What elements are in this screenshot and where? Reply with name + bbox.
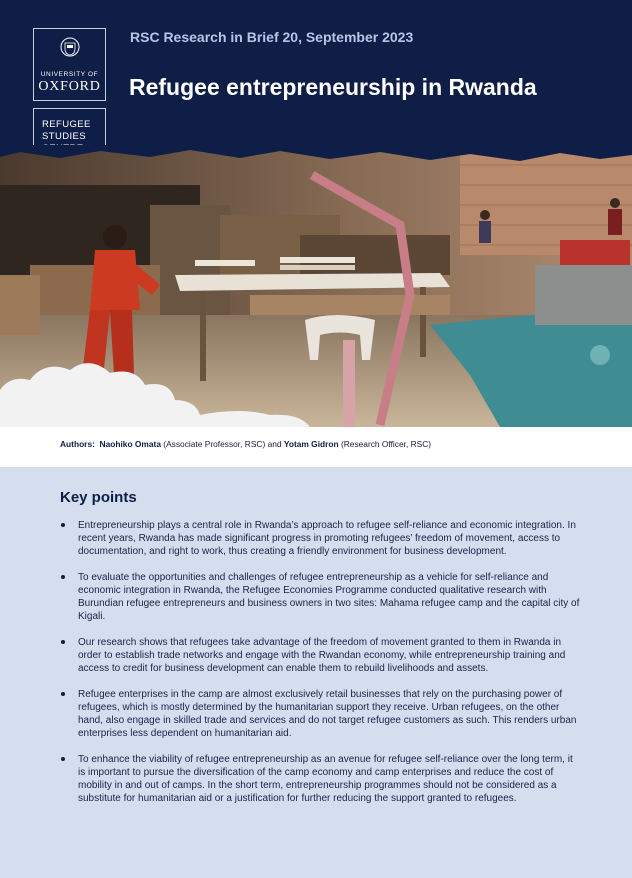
key-point-item bbox=[60, 636, 580, 675]
authors-label: Authors: bbox=[60, 439, 95, 449]
bullet-icon bbox=[61, 575, 65, 579]
key-point-text: Entrepreneurship plays a central role in Rwanda’s approach to refugee self-reliance and economic integration. In recent years, Rwanda has made significant progress in promoting refugees’ freedom of movement, access to documentation, and right to work, thus creating a friendly environment for business development. bbox=[78, 520, 576, 557]
key-point-item bbox=[60, 519, 580, 558]
key-points-heading: Key points bbox=[60, 489, 137, 506]
key-point-item bbox=[60, 688, 580, 740]
workshop-photo-illustration bbox=[0, 145, 632, 427]
oxford-crest-icon bbox=[60, 35, 80, 59]
centre-line: STUDIES bbox=[42, 131, 86, 142]
authors-line bbox=[60, 439, 431, 449]
workshop-photo bbox=[0, 145, 632, 427]
logo-university-of: UNIVERSITY OF bbox=[40, 71, 99, 78]
author-name: Naohiko Omata bbox=[99, 439, 161, 449]
page-title: Refugee entrepreneurship in Rwanda bbox=[129, 74, 537, 100]
centre-line: REFUGEE bbox=[42, 119, 91, 130]
logo-oxford: OXFORD bbox=[38, 79, 101, 94]
author-role: (Research Officer, RSC) bbox=[338, 439, 432, 449]
key-point-text: To evaluate the opportunities and challenges of refugee entrepreneurship as a vehicle for self-reliance and economic integration in Rwanda, the Refugee Economies Programme conducted qualitative research with Burundian refugee entrepreneurs and business owners in two sites: Mahama refugee camp and the capital city of Kigali. bbox=[78, 572, 580, 622]
series-label: RSC Research in Brief 20, September 2023 bbox=[130, 29, 414, 45]
key-point-text: To enhance the viability of refugee entrepreneurship as an avenue for refugee self-reliance over the long term, it is important to pursue the diversification of the camp economy and camp enterprises and reduce the cost of mobility in and out of camps. In the short term, entrepreneurship programmes should not be considered as a substitute for humanitarian aid or a justification for further reducing the support granted to refugees. bbox=[78, 754, 573, 804]
bullet-icon bbox=[61, 692, 65, 696]
bullet-icon bbox=[61, 640, 65, 644]
key-point-text: Our research shows that refugees take advantage of the freedom of movement granted to them in Rwanda in order to establish trade networks and engage with the Rwandan economy, while entrepreneurship training and access to credit for business development can enable them to rebuild livelihoods and assets. bbox=[78, 637, 566, 674]
key-point-item bbox=[60, 571, 580, 623]
key-points-list bbox=[60, 519, 580, 818]
author-role: (Associate Professor, RSC) and bbox=[160, 439, 284, 449]
author-name: Yotam Gidron bbox=[283, 439, 339, 449]
oxford-logo bbox=[33, 28, 106, 101]
key-point-item bbox=[60, 753, 580, 805]
bullet-icon bbox=[61, 523, 65, 527]
key-point-text: Refugee enterprises in the camp are almost exclusively retail businesses that rely on the purchasing power of refugees, which is mostly determined by the humanitarian support they receive. Urban refugees, on the other hand, also engage in skilled trade and services and do not target refugee customers as such. This renders urban enterprises less dependent on humanitarian aid. bbox=[78, 689, 577, 739]
bullet-icon bbox=[61, 757, 65, 761]
